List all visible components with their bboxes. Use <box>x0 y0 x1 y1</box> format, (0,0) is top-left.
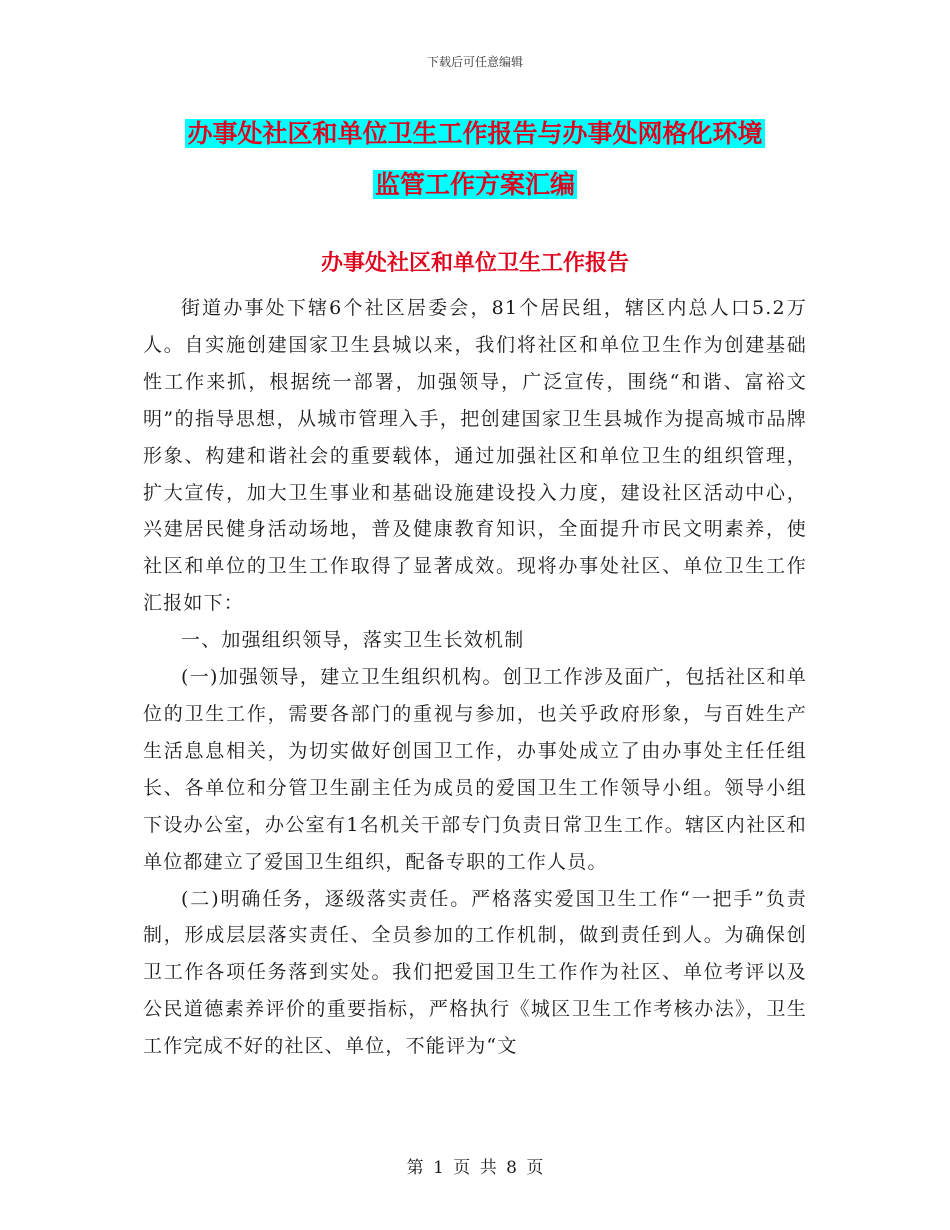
page-header-note: 下载后可任意编辑 <box>426 55 523 69</box>
document-title-line-1: 办事处社区和单位卫生工作报告与办事处网格化环境 <box>187 119 763 148</box>
paragraph-heading-1: 一、加强组织领导，落实卫生长效机制 <box>181 629 525 652</box>
paragraph-intro: 街道办事处下辖6个社区居委会，81个居民组，辖区内总人口5.2万人。自实施创建国家卫生县城以来，我们将社区和单位卫生作为创建基础性工作来抓，根据统一部署，加强领导，广泛宣传，围绕“和谐、富裕文明”的指导思想，从城市管理入手，把创建国家卫生县城作为提高城市品牌形象、构建和谐社会的重要载体，通过加强社区和单位卫生的组织管理，扩大宣传，加大卫生事业和基础设施建设投入力度，建设社区活动中心，兴建居民健身活动场地，普及健康教育知识，全面提升市民文明素养，使社区和单位的卫生工作取得了显著成效。现将办事处社区、单位卫生工作汇报如下： <box>143 297 807 615</box>
document-body <box>143 290 807 1065</box>
document-title-line-2: 监管工作方案汇编 <box>374 170 575 199</box>
page-footer-number: 第 1 页 共 8 页 <box>406 1158 544 1178</box>
paragraph-section-1-1: (一)加强领导，建立卫生组织机构。创卫工作涉及面广，包括社区和单位的卫生工作，需要各部门的重视与参加，也关乎政府形象，与百姓生产生活息息相关，为切实做好创国卫工作，办事处成立了由办事处主任任组长、各单位和分管卫生副主任为成员的爱国卫生工作领导小组。领导小组下设办公室，办公室有1名机关干部专门负责日常卫生工作。辖区内社区和单位都建立了爱国卫生组织，配备专职的工作人员。 <box>143 666 807 873</box>
section-title: 办事处社区和单位卫生工作报告 <box>320 251 629 276</box>
document-title <box>135 108 815 210</box>
paragraph-section-1-2: (二)明确任务，逐级落实责任。严格落实爱国卫生工作“一把手”负责制，形成层层落实责任、全员参加的工作机制，做到责任到人。为确保创卫工作各项任务落到实处。我们把爱国卫生工作作为社区、单位考评以及公民道德素养评价的重要指标，严格执行《城区卫生工作考核办法》，卫生工作完成不好的社区、单位，不能评为“文 <box>143 887 807 1058</box>
